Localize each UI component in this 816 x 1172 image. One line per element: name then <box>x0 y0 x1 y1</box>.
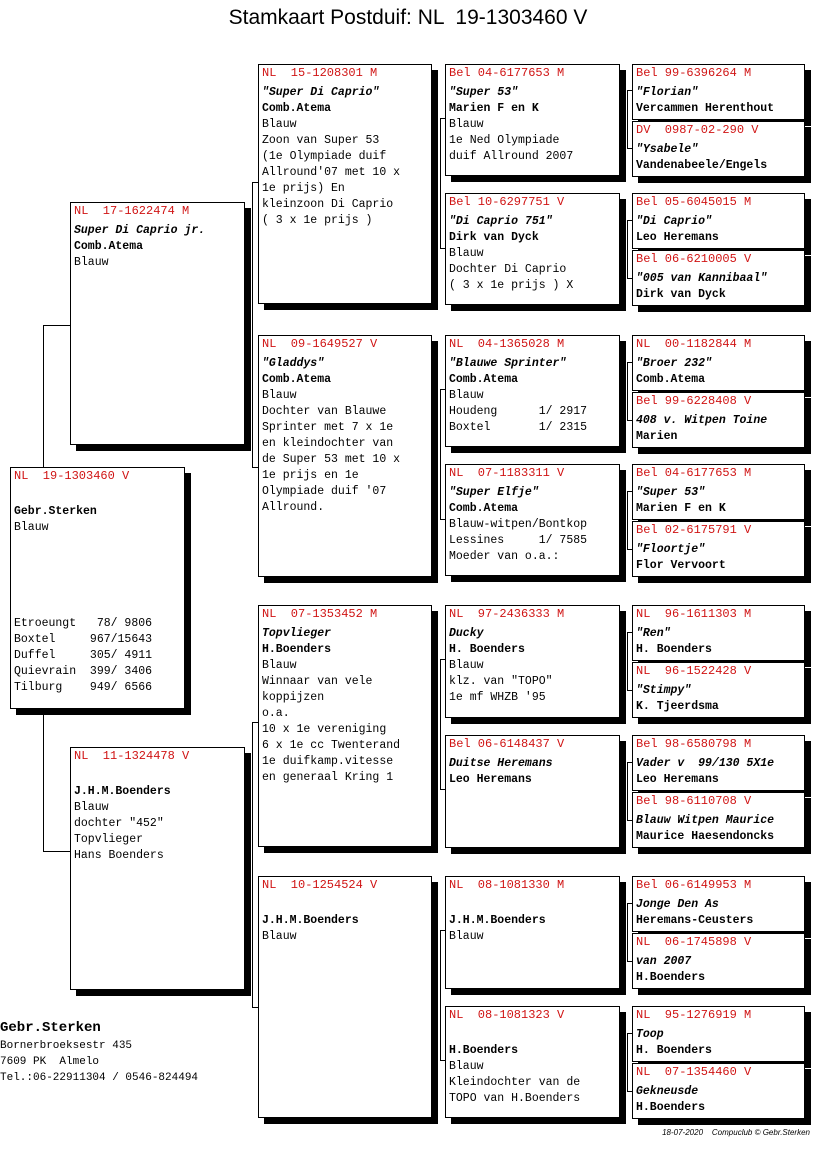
gen4-card <box>632 792 805 848</box>
gen4-breeder: Leo Heremans <box>636 773 719 786</box>
grandparent-line: Winnaar van vele <box>262 675 373 688</box>
gen4-name: "Broer 232" <box>636 357 712 370</box>
gen4-name: Toop <box>636 1028 664 1041</box>
gen4-name: van 2007 <box>636 955 692 968</box>
grandparent-name: "Super Di Caprio" <box>262 86 380 99</box>
grandparent-card <box>258 335 432 577</box>
great-grandparent-name: Ducky <box>449 627 484 640</box>
great-grandparent-name: Duitse Heremans <box>449 757 553 770</box>
great-grandparent-ring: Bel 06-6148437 V <box>449 737 565 751</box>
great-grandparent-line: duif Allround 2007 <box>449 150 574 163</box>
great-grandparent-card <box>445 605 620 718</box>
connector-line <box>627 220 628 278</box>
connector-line <box>43 708 44 852</box>
grandparent-line: Allround. <box>262 501 325 514</box>
dam-line: Hans Boenders <box>74 849 164 862</box>
footer-credit: 18-07-2020 Compuclub © Gebr.Sterken <box>662 1128 810 1137</box>
gen4-name: "Florian" <box>636 86 699 99</box>
gen4-ring: NL 07-1354460 V <box>636 1065 752 1079</box>
gen4-breeder: Flor Vervoort <box>636 559 726 572</box>
grandparent-line: Blauw <box>262 930 297 943</box>
great-grandparent-breeder: Comb.Atema <box>449 373 519 386</box>
subject-ring: NL 19-1303460 V <box>14 469 130 483</box>
gen4-card <box>632 1006 805 1062</box>
grandparent-line: Olympiade duif '07 <box>262 485 387 498</box>
sire-card <box>70 202 245 445</box>
great-grandparent-line: Blauw <box>449 930 484 943</box>
grandparent-line: en generaal Kring 1 <box>262 771 394 784</box>
great-grandparent-breeder: Comb.Atema <box>449 502 519 515</box>
great-grandparent-name: "Super Elfje" <box>449 486 539 499</box>
gen4-name: Vader v 99/130 5X1e <box>636 757 775 770</box>
great-grandparent-card <box>445 464 620 576</box>
grandparent-breeder: H.Boenders <box>262 643 332 656</box>
great-grandparent-card <box>445 876 620 989</box>
owner-address: Bornerbroeksestr 435 <box>0 1040 133 1052</box>
great-grandparent-line: TOPO van H.Boenders <box>449 1092 581 1105</box>
great-grandparent-line: Blauw <box>449 389 484 402</box>
gen4-ring: NL 00-1182844 M <box>636 337 752 351</box>
gen4-card <box>632 735 805 791</box>
dam-breeder: J.H.M.Boenders <box>74 785 171 798</box>
gen4-card <box>632 193 805 249</box>
gen4-ring: DV 0987-02-290 V <box>636 123 759 137</box>
gen4-ring: Bel 05-6045015 M <box>636 195 752 209</box>
connector-line <box>627 632 628 690</box>
grandparent-line: Blauw <box>262 118 297 131</box>
gen4-card <box>632 392 805 448</box>
grandparent-ring: NL 15-1208301 M <box>262 66 378 80</box>
subject-result: Tilburg 949/ 6566 <box>14 681 153 694</box>
grandparent-line: de Super 53 met 10 x <box>262 453 401 466</box>
owner-block <box>0 1018 198 1086</box>
connector-line <box>627 491 628 549</box>
gen4-ring: NL 06-1745898 V <box>636 935 752 949</box>
grandparent-line: Allround'07 met 10 x <box>262 166 401 179</box>
gen4-ring: NL 96-1522428 V <box>636 664 752 678</box>
grandparent-line: Blauw <box>262 659 297 672</box>
great-grandparent-breeder: H.Boenders <box>449 1044 519 1057</box>
great-grandparent-line: Blauw <box>449 1060 484 1073</box>
owner-name: Gebr.Sterken <box>0 1020 101 1036</box>
gen4-ring: Bel 06-6149953 M <box>636 878 752 892</box>
subject-result: Etroeungt 78/ 9806 <box>14 617 153 630</box>
gen4-card <box>632 521 805 577</box>
grandparent-card <box>258 605 432 847</box>
great-grandparent-line: Kleindochter van de <box>449 1076 581 1089</box>
grandparent-line: 1e prijs en 1e <box>262 469 359 482</box>
connector-line <box>440 930 441 1060</box>
great-grandparent-ring: NL 97-2436333 M <box>449 607 565 621</box>
grandparent-line: 1e duifkamp.vitesse <box>262 755 394 768</box>
great-grandparent-breeder: H. Boenders <box>449 643 525 656</box>
gen4-breeder: Heremans-Ceusters <box>636 914 754 927</box>
subject-owner: Gebr.Sterken <box>14 505 97 518</box>
gen4-card <box>632 933 805 989</box>
connector-line <box>43 325 70 326</box>
page-title: Stamkaart Postduif: NL 19-1303460 V <box>228 6 588 29</box>
great-grandparent-ring: NL 08-1081330 M <box>449 878 565 892</box>
gen4-card <box>632 464 805 520</box>
great-grandparent-line: Houdeng 1/ 2917 <box>449 405 588 418</box>
gen4-ring: Bel 02-6175791 V <box>636 523 752 537</box>
great-grandparent-breeder: Leo Heremans <box>449 773 532 786</box>
great-grandparent-card <box>445 64 620 176</box>
gen4-breeder: Marien F en K <box>636 502 726 515</box>
grandparent-line: Zoon van Super 53 <box>262 134 380 147</box>
great-grandparent-line: Blauw-witpen/Bontkop <box>449 518 588 531</box>
great-grandparent-ring: NL 04-1365028 M <box>449 337 565 351</box>
grandparent-line: Blauw <box>262 389 297 402</box>
gen4-card <box>632 876 805 932</box>
gen4-name: "Ren" <box>636 627 671 640</box>
subject-result: Duffel 305/ 4911 <box>14 649 153 662</box>
gen4-card <box>632 64 805 120</box>
gen4-name: Jonge Den As <box>636 898 719 911</box>
connector-line <box>627 90 628 148</box>
great-grandparent-line: Moeder van o.a.: <box>449 550 560 563</box>
gen4-name: 408 v. Witpen Toine <box>636 414 768 427</box>
dam-ring: NL 11-1324478 V <box>74 749 190 763</box>
grandparent-line: 10 x 1e vereniging <box>262 723 387 736</box>
great-grandparent-ring: Bel 04-6177653 M <box>449 66 565 80</box>
grandparent-ring: NL 09-1649527 V <box>262 337 378 351</box>
great-grandparent-breeder: Marien F en K <box>449 102 539 115</box>
grandparent-ring: NL 07-1353452 M <box>262 607 378 621</box>
gen4-card <box>632 335 805 391</box>
great-grandparent-ring: Bel 10-6297751 V <box>449 195 565 209</box>
great-grandparent-line: klz. van "TOPO" <box>449 675 553 688</box>
connector-line <box>627 362 628 420</box>
great-grandparent-line: Boxtel 1/ 2315 <box>449 421 588 434</box>
dam-line: dochter "452" <box>74 817 164 830</box>
grandparent-ring: NL 10-1254524 V <box>262 878 378 892</box>
grandparent-breeder: Comb.Atema <box>262 102 332 115</box>
grandparent-line: kleinzoon Di Caprio <box>262 198 394 211</box>
grandparent-line: Dochter van Blauwe <box>262 405 387 418</box>
grandparent-name: "Gladdys" <box>262 357 325 370</box>
gen4-card <box>632 250 805 306</box>
gen4-name: "Stimpy" <box>636 684 692 697</box>
gen4-ring: Bel 99-6228408 V <box>636 394 752 408</box>
grandparent-name: Topvlieger <box>262 627 332 640</box>
great-grandparent-card <box>445 335 620 447</box>
sire-color: Blauw <box>74 256 109 269</box>
gen4-breeder: H. Boenders <box>636 643 712 656</box>
connector-line <box>627 1033 628 1091</box>
gen4-breeder: Marien <box>636 430 678 443</box>
subject-result: Boxtel 967/15643 <box>14 633 153 646</box>
connector-line <box>440 659 441 789</box>
connector-line <box>627 762 628 820</box>
gen4-name: "Di Caprio" <box>636 215 712 228</box>
great-grandparent-line: 1e Ned Olympiade <box>449 134 560 147</box>
great-grandparent-card <box>445 735 620 848</box>
gen4-breeder: Vercammen Herenthout <box>636 102 775 115</box>
great-grandparent-breeder: J.H.M.Boenders <box>449 914 546 927</box>
connector-line <box>252 182 253 468</box>
gen4-breeder: H.Boenders <box>636 1101 706 1114</box>
grandparent-line: Sprinter met 7 x 1e <box>262 421 394 434</box>
gen4-card <box>632 1063 805 1119</box>
great-grandparent-line: Lessines 1/ 7585 <box>449 534 588 547</box>
gen4-ring: Bel 04-6177653 M <box>636 466 752 480</box>
gen4-breeder: Maurice Haesendoncks <box>636 830 775 843</box>
grandparent-line: 1e prijs) En <box>262 182 345 195</box>
connector-line <box>43 325 44 468</box>
grandparent-breeder: J.H.M.Boenders <box>262 914 359 927</box>
gen4-ring: Bel 06-6210005 V <box>636 252 752 266</box>
connector-line <box>627 903 628 961</box>
gen4-breeder: H. Boenders <box>636 1044 712 1057</box>
gen4-ring: Bel 99-6396264 M <box>636 66 752 80</box>
owner-city: 7609 PK Almelo <box>0 1056 100 1068</box>
great-grandparent-breeder: Dirk van Dyck <box>449 231 539 244</box>
great-grandparent-ring: NL 07-1183311 V <box>449 466 565 480</box>
great-grandparent-line: Blauw <box>449 118 484 131</box>
grandparent-card <box>258 876 432 1118</box>
grandparent-breeder: Comb.Atema <box>262 373 332 386</box>
great-grandparent-ring: NL 08-1081323 V <box>449 1008 565 1022</box>
gen4-ring: Bel 98-6580798 M <box>636 737 752 751</box>
grandparent-line: o.a. <box>262 707 290 720</box>
gen4-card <box>632 605 805 661</box>
gen4-name: "Floortje" <box>636 543 706 556</box>
connector-line <box>43 851 70 852</box>
grandparent-line: koppijzen <box>262 691 325 704</box>
sire-breeder: Comb.Atema <box>74 240 144 253</box>
gen4-card <box>632 121 805 177</box>
gen4-name: "Super 53" <box>636 486 706 499</box>
great-grandparent-name: "Super 53" <box>449 86 519 99</box>
owner-phone: Tel.:06-22911304 / 0546-824494 <box>0 1072 199 1084</box>
subject-result: Quievrain 399/ 3406 <box>14 665 153 678</box>
dam-line: Topvlieger <box>74 833 144 846</box>
great-grandparent-name: "Di Caprio 751" <box>449 215 553 228</box>
grandparent-line: en kleindochter van <box>262 437 394 450</box>
gen4-ring: NL 96-1611303 M <box>636 607 752 621</box>
grandparent-line: ( 3 x 1e prijs ) <box>262 214 373 227</box>
gen4-ring: NL 95-1276919 M <box>636 1008 752 1022</box>
gen4-breeder: Dirk van Dyck <box>636 288 726 301</box>
subject-color: Blauw <box>14 521 49 534</box>
gen4-name: Gekneusde <box>636 1085 699 1098</box>
sire-ring: NL 17-1622474 M <box>74 204 190 218</box>
connector-line <box>440 389 441 519</box>
dam-line: Blauw <box>74 801 109 814</box>
grandparent-line: 6 x 1e cc Twenterand <box>262 739 401 752</box>
sire-name: Super Di Caprio jr. <box>74 224 206 237</box>
great-grandparent-line: Blauw <box>449 659 484 672</box>
great-grandparent-line: 1e mf WHZB '95 <box>449 691 546 704</box>
dam-card <box>70 747 245 990</box>
grandparent-line: (1e Olympiade duif <box>262 150 387 163</box>
subject-card <box>10 467 185 709</box>
gen4-name: "Ysabele" <box>636 143 699 156</box>
gen4-ring: Bel 98-6110708 V <box>636 794 752 808</box>
great-grandparent-line: ( 3 x 1e prijs ) X <box>449 279 574 292</box>
grandparent-card <box>258 64 432 304</box>
great-grandparent-card <box>445 193 620 305</box>
gen4-breeder: Leo Heremans <box>636 231 719 244</box>
great-grandparent-line: Blauw <box>449 247 484 260</box>
gen4-name: "005 van Kannibaal" <box>636 272 768 285</box>
connector-line <box>252 722 253 1008</box>
gen4-card <box>632 662 805 718</box>
great-grandparent-name: "Blauwe Sprinter" <box>449 357 567 370</box>
gen4-breeder: Vandenabeele/Engels <box>636 159 768 172</box>
great-grandparent-card <box>445 1006 620 1118</box>
gen4-breeder: H.Boenders <box>636 971 706 984</box>
gen4-breeder: K. Tjeerdsma <box>636 700 719 713</box>
gen4-name: Blauw Witpen Maurice <box>636 814 775 827</box>
great-grandparent-line: Dochter Di Caprio <box>449 263 567 276</box>
connector-line <box>440 118 441 248</box>
gen4-breeder: Comb.Atema <box>636 373 706 386</box>
